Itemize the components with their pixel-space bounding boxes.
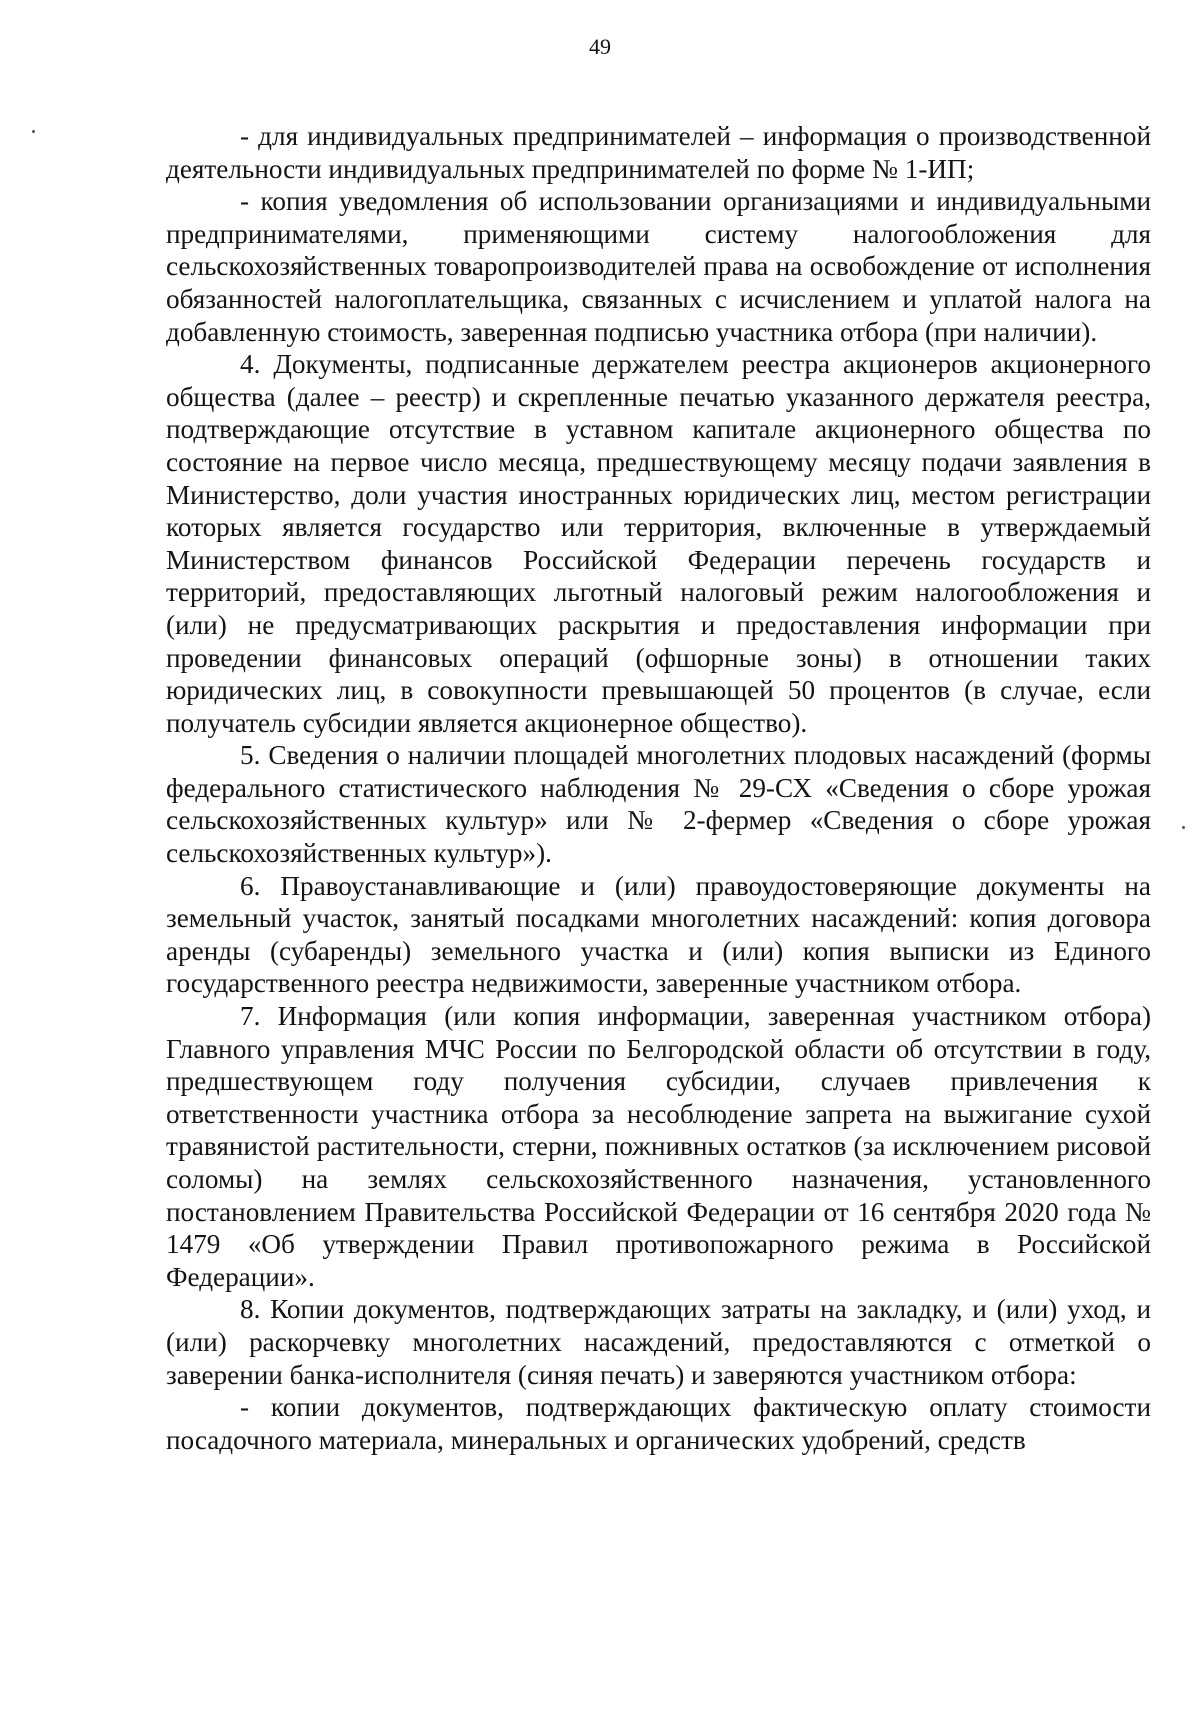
paragraph-item-4-registry-documents: 4. Документы, подписанные держателем реестра акционеров акционерного общества (далее – реестр) и скрепленные печатью указанного держателя реестра, подтверждающие отсутствие в уставном капитале акционерного общества по состояние на первое число месяца, предшествующему месяцу подачи заявления в Министерство, доли участия иностранных юридических лиц, местом регистрации которых является государство или территория, включенные в утверждаемый Министерством финансов Российской Федерации перечень государств и территорий, предоставляющих льготный налоговый режим налогообложения и (или) не предусматривающих раскрытия и предоставления информации при проведении финансовых операций (офшорные зоны) в отношении таких юридических лиц, в совокупности превышающей 50 процентов (в случае, если получатель субсидии является акционерное общество). (166, 349, 1151, 738)
scan-speck (32, 130, 35, 133)
paragraph-item-6-land-documents: 6. Правоустанавливающие и (или) правоудостоверяющие документы на земельный участок, занятый посадками многолетних насаждений: копия договора аренды (субаренды) земельного участка и (или) копия выписки из Единого государственного реестра недвижимости, заверенные участником отбора. (166, 870, 1151, 999)
document-body (166, 120, 1151, 1456)
paragraph-ip-info: - для индивидуальных предпринимателей – информация о производственной деятельности индивидуальных предпринимателей по форме № 1-ИП; (166, 121, 1151, 184)
paragraph-item-5-orchard-area: 5. Сведения о наличии площадей многолетних плодовых насаждений (формы федерального статистического наблюдения № 29-СХ «Сведения о сборе урожая сельскохозяйственных культур» или № 2-фермер «Сведения о сборе урожая сельскохозяйственных культур»). (166, 740, 1151, 869)
paragraph-vat-notice-copy: - копия уведомления об использовании организациями и индивидуальными предпринимателями, применяющими систему налогообложения для сельскохозяйственных товаропроизводителей права на освобождение от исполнения обязанностей налогоплательщика, связанных с исчислением и уплатой налога на добавленную стоимость, заверенная подписью участника отбора (при наличии). (166, 186, 1151, 347)
page-number: 49 (589, 34, 611, 59)
scan-speck (1182, 826, 1185, 829)
paragraph-payment-documents: - копии документов, подтверждающих фактическую оплату стоимости посадочного материала, минеральных и органических удобрений, средств (166, 1392, 1151, 1455)
paragraph-item-8-expense-documents: 8. Копии документов, подтверждающих затраты на закладку, и (или) уход, и (или) раскорчевку многолетних насаждений, предоставляются с отметкой о заверении банка-исполнителя (синяя печать) и заверяются участником отбора: (166, 1294, 1151, 1390)
paragraph-item-7-emergency-info: 7. Информация (или копия информации, заверенная участником отбора) Главного управления МЧС России по Белгородской области об отсутствии в году, предшествующем году получения субсидии, случаев привлечения к ответственности участника отбора за несоблюдение запрета на выжигание сухой травянистой растительности, стерни, пожнивных остатков (за исключением рисовой соломы) на землях сельскохозяйственного назначения, установленного постановлением Правительства Российской Федерации от 16 сентября 2020 года № 1479 «Об утверждении Правил противопожарного режима в Российской Федерации». (166, 1001, 1151, 1292)
